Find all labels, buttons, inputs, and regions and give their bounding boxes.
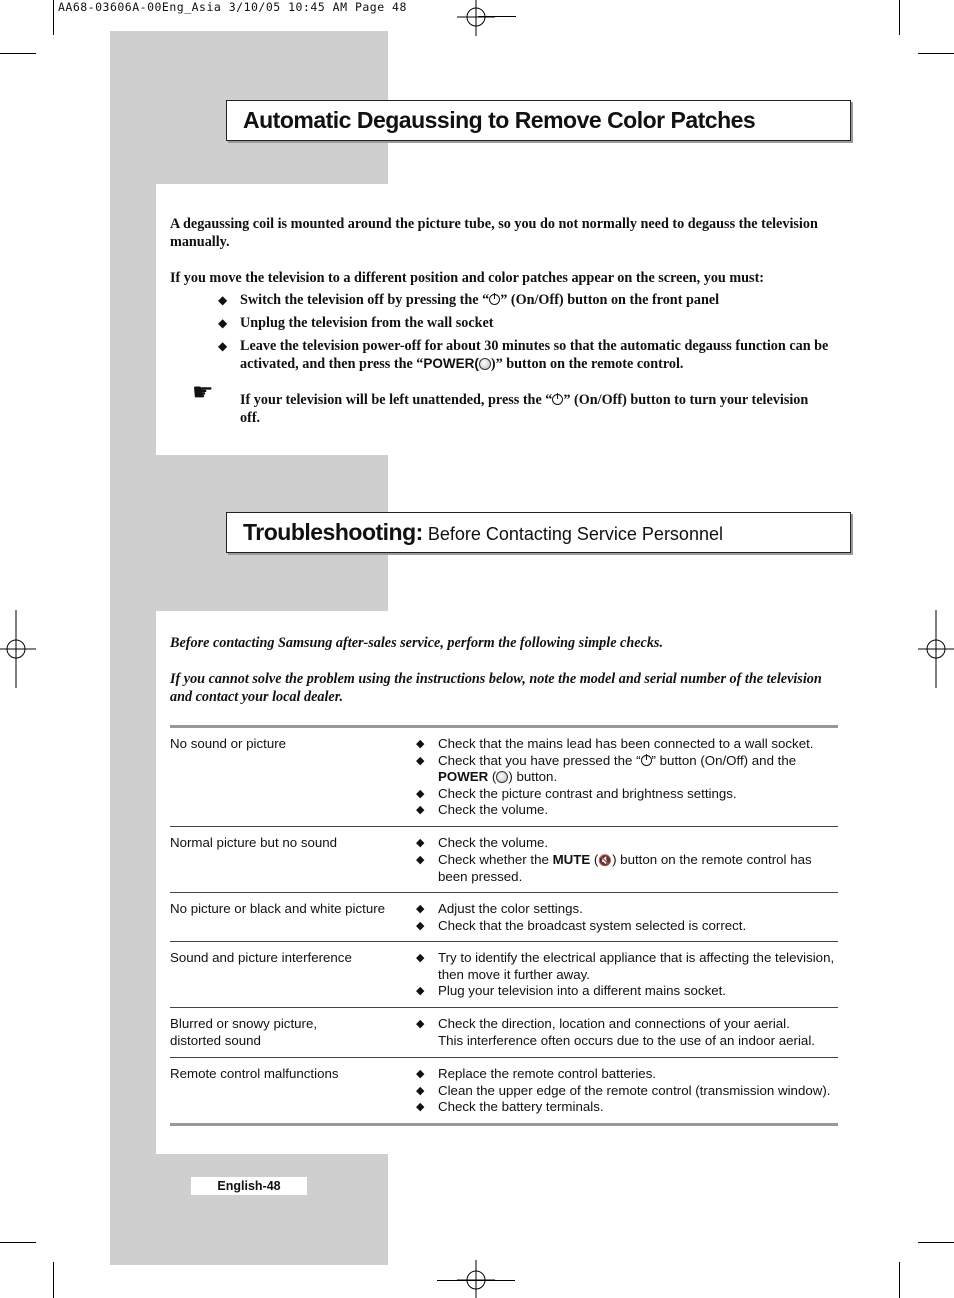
solution-cell xyxy=(416,835,841,886)
intro-paragraph: Before contacting Samsung after-sales service, perform the following simple checks. xyxy=(170,635,663,651)
problem-cell xyxy=(170,1016,410,1049)
diamond-bullet-icon: ◆ xyxy=(416,1101,425,1113)
problem-cell: Normal picture but no sound xyxy=(170,835,338,850)
diamond-bullet-icon: ◆ xyxy=(416,903,425,915)
solution-text: This interference often occurs due to the use of an indoor aerial. xyxy=(438,1032,815,1048)
crop-mark xyxy=(899,0,900,35)
solution-text: Check that the mains lead has been connected to a wall socket. xyxy=(438,736,814,751)
table-rule xyxy=(170,725,838,728)
solution-text-part: Check that you have pressed the “ xyxy=(438,752,641,768)
power-label: POWER xyxy=(438,769,489,784)
note-text-part: ” (On/Off) button to turn your television off. xyxy=(240,392,809,426)
diamond-bullet-icon: ◆ xyxy=(416,804,425,816)
diamond-bullet-icon: ◆ xyxy=(218,339,228,353)
diamond-bullet-icon: ◆ xyxy=(416,738,425,750)
solution-cell xyxy=(416,1016,841,1049)
section-title-box xyxy=(226,100,851,141)
solution-text-part: ) button on the remote control has been pressed. xyxy=(438,851,812,884)
print-header: AA68-03606A-00Eng_Asia 3/10/05 10:45 AM Page 48 xyxy=(58,0,407,14)
section-title xyxy=(243,519,723,546)
diamond-bullet-icon: ◆ xyxy=(218,293,228,307)
table-rule xyxy=(170,1123,838,1126)
solution-cell xyxy=(416,736,841,819)
diamond-bullet-icon: ◆ xyxy=(416,985,425,997)
diamond-bullet-icon: ◆ xyxy=(416,837,425,849)
lead-paragraph: If you move the television to a different position and color patches appear on the screen, you must: xyxy=(170,270,765,286)
power-button-icon xyxy=(479,358,491,370)
diamond-bullet-icon: ◆ xyxy=(416,853,425,866)
diamond-bullet-icon: ◆ xyxy=(416,1018,425,1030)
solution-text: Check that you have pressed the “ ” button (On/Off) and the POWER ( ) button. xyxy=(438,752,797,784)
note-text xyxy=(240,391,810,427)
solution-text-part: ” button (On/Off) and the xyxy=(651,752,797,768)
diamond-bullet-icon: ◆ xyxy=(416,919,425,932)
solution-text-part: ) button. xyxy=(508,769,558,784)
crop-mark xyxy=(437,1280,515,1281)
problem-text: Blurred or snowy picture, xyxy=(170,1016,318,1031)
diamond-bullet-icon: ◆ xyxy=(416,1068,425,1080)
solution-text: Plug your television into a different mains socket. xyxy=(438,983,727,998)
power-icon xyxy=(641,755,652,766)
title-subtitle: Before Contacting Service Personnel xyxy=(422,524,723,544)
power-label: POWER( xyxy=(423,356,479,371)
mute-label: MUTE xyxy=(552,851,591,867)
diamond-bullet-icon: ◆ xyxy=(416,1084,425,1097)
power-icon xyxy=(489,294,500,305)
registration-mark xyxy=(918,610,954,688)
table-rule xyxy=(170,1057,838,1058)
solution-text-part: Check whether the xyxy=(438,851,553,867)
crop-mark xyxy=(478,16,516,17)
crop-mark xyxy=(899,1262,900,1298)
note-text-part: If your television will be left unattended, press the “ xyxy=(240,392,553,408)
table-rule xyxy=(170,941,838,942)
registration-mark xyxy=(457,0,495,38)
solution-text: Check the direction, location and connections of your aerial. xyxy=(438,1016,790,1031)
bullet-text: )” button on the remote control. xyxy=(490,356,684,372)
diamond-bullet-icon: ◆ xyxy=(416,754,425,767)
solution-text: Check that the broadcast system selected is correct. xyxy=(438,917,747,933)
solution-cell xyxy=(416,1066,841,1116)
table-rule xyxy=(170,826,838,827)
pointing-hand-icon: ☛ xyxy=(192,378,214,406)
crop-mark xyxy=(918,53,954,54)
solution-text: Try to identify the electrical appliance that is affecting the television, then move it further away. xyxy=(438,950,835,982)
page-number-label: English-48 xyxy=(191,1177,307,1195)
problem-cell: No picture or black and white picture xyxy=(170,901,386,916)
solution-text: Check the volume. xyxy=(438,802,549,817)
problem-cell: Sound and picture interference xyxy=(170,950,352,965)
registration-mark xyxy=(457,1260,495,1298)
bullet-text: Leave the television power-off for about 30 minutes so that the automatic degauss function can be activated, and then press the “ xyxy=(240,338,829,372)
mute-icon: 🔇 xyxy=(598,853,613,867)
power-button-icon xyxy=(496,771,508,783)
diamond-bullet-icon: ◆ xyxy=(218,316,228,330)
bullet-item xyxy=(240,337,835,373)
problem-cell: Remote control malfunctions xyxy=(170,1066,339,1081)
problem-text: distorted sound xyxy=(170,1032,261,1048)
problem-cell: No sound or picture xyxy=(170,736,287,751)
intro-paragraph: A degaussing coil is mounted around the picture tube, so you do not normally need to degauss the television manually. xyxy=(170,216,818,250)
solution-cell xyxy=(416,950,841,1000)
table-rule xyxy=(170,1007,838,1008)
solution-text: Check the volume. xyxy=(438,835,549,850)
diamond-bullet-icon: ◆ xyxy=(416,787,425,800)
crop-mark xyxy=(0,53,36,54)
solution-text: Check whether the MUTE (🔇) button on the remote control has been pressed. xyxy=(438,851,812,884)
bullet-item: Unplug the television from the wall socket xyxy=(240,315,494,331)
registration-mark xyxy=(0,610,36,688)
bullet-text: Switch the television off by pressing the “ xyxy=(240,292,490,308)
title-bold: Troubleshooting: xyxy=(243,519,423,545)
solution-text: Clean the upper edge of the remote control (transmission window). xyxy=(438,1082,831,1098)
section-title: Automatic Degaussing to Remove Color Patches xyxy=(243,107,756,133)
diamond-bullet-icon: ◆ xyxy=(416,952,425,964)
power-icon xyxy=(552,394,563,405)
bullet-text: ” (On/Off) button on the front panel xyxy=(500,292,720,308)
solution-text: Check the picture contrast and brightness settings. xyxy=(438,785,737,801)
solution-cell xyxy=(416,901,841,934)
solution-text: Replace the remote control batteries. xyxy=(438,1066,657,1081)
crop-mark xyxy=(53,0,54,35)
crop-mark xyxy=(0,1242,36,1243)
solution-text: Check the battery terminals. xyxy=(438,1099,604,1114)
solution-text: Adjust the color settings. xyxy=(438,901,583,916)
crop-mark xyxy=(918,1242,954,1243)
section-title-box xyxy=(226,512,851,553)
crop-mark xyxy=(53,1262,54,1298)
bullet-item xyxy=(240,291,840,309)
intro-paragraph: If you cannot solve the problem using the instructions below, note the model and serial number of the television and contact your local dealer. xyxy=(170,671,822,705)
table-rule xyxy=(170,892,838,893)
